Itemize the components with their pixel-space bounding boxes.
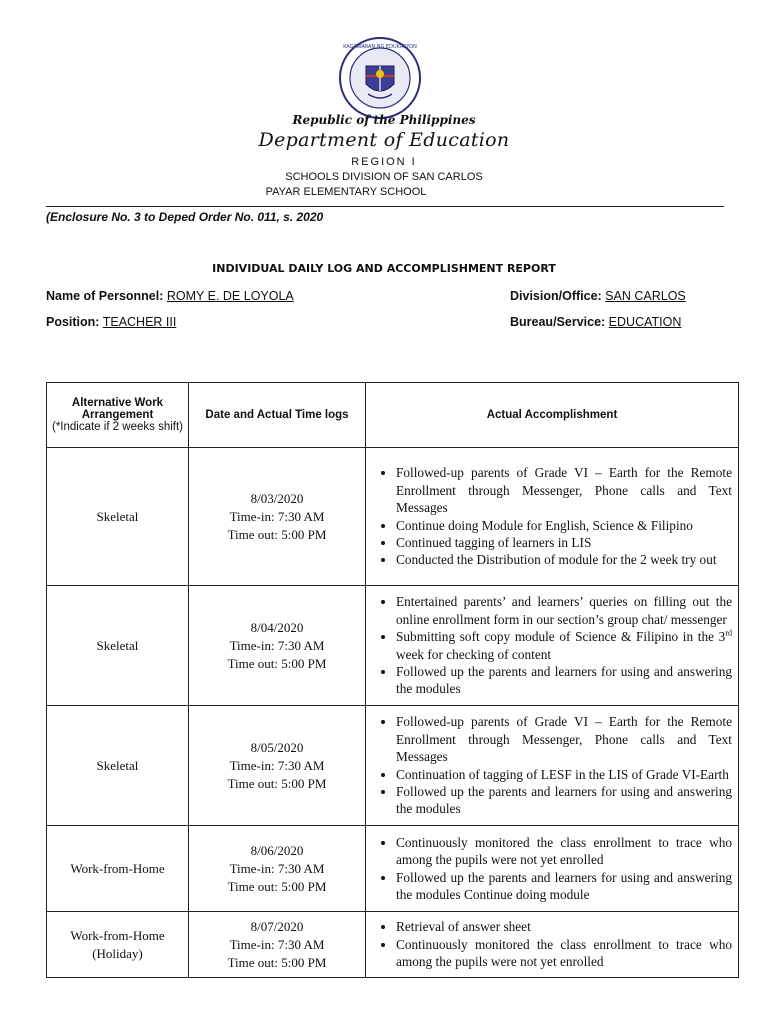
arrangement-cell bbox=[47, 448, 189, 586]
table-row bbox=[47, 586, 739, 706]
position-field bbox=[46, 315, 176, 329]
accomplishment-item: • Entertained parents’ and learners’ queries on filling out the online enrollment form in our section’s group chat/ messenger bbox=[396, 593, 732, 628]
table-row bbox=[47, 706, 739, 826]
enclosure-note: (Enclosure No. 3 to Deped Order No. 011, s. 2020 bbox=[46, 210, 324, 224]
seal-text: KAGAWARAN NG EDUKASYON bbox=[343, 44, 417, 50]
header-divider bbox=[46, 206, 724, 207]
accomplishment-item: • Continuously monitored the class enrollment to trace who among the pupils were not yet enrolled bbox=[396, 936, 732, 971]
accomplishment-list bbox=[366, 593, 732, 697]
col-arrangement-note: (*Indicate if 2 weeks shift) bbox=[51, 421, 184, 433]
position-value: TEACHER III bbox=[102, 315, 177, 329]
region-line: REGION I bbox=[351, 156, 417, 168]
accomplishment-item: • Followed-up parents of Grade VI – Earth for the Remote Enrollment through Messenger, Phone calls and Text Messages bbox=[396, 464, 732, 516]
log-date: 8/03/2020 bbox=[250, 490, 304, 506]
table-row bbox=[47, 826, 739, 912]
division-line: SCHOOLS DIVISION OF SAN CARLOS bbox=[285, 171, 483, 183]
accomplishment-table bbox=[46, 382, 739, 978]
table-row bbox=[47, 448, 739, 586]
accomplishment-item: • Continuation of tagging of LESF in the LIS of Grade VI-Earth bbox=[396, 766, 732, 783]
name-value: ROMY E. DE LOYOLA bbox=[166, 289, 294, 303]
accomplishment-cell bbox=[366, 586, 739, 706]
time-in: Time-in: 7:30 AM bbox=[229, 508, 325, 524]
arrangement-text: Work-from-Home bbox=[70, 927, 165, 943]
time-out: Time out: 5:00 PM bbox=[227, 526, 327, 542]
arrangement-cell bbox=[47, 912, 189, 978]
time-out: Time out: 5:00 PM bbox=[227, 878, 327, 894]
division-value: SAN CARLOS bbox=[605, 289, 686, 303]
accomplishment-list bbox=[366, 464, 732, 568]
accomplishment-item: • Continuously monitored the class enrollment to trace who among the pupils were not yet enrolled bbox=[396, 834, 732, 869]
accomplishment-cell bbox=[366, 448, 739, 586]
deped-seal-icon bbox=[338, 36, 422, 120]
position-label: Position: bbox=[46, 315, 100, 329]
time-out: Time out: 5:00 PM bbox=[227, 775, 327, 791]
time-out: Time out: 5:00 PM bbox=[227, 954, 327, 970]
bureau-label: Bureau/Service: bbox=[510, 315, 606, 329]
accomplishment-item: • Continue doing Module for English, Science & Filipino bbox=[396, 517, 732, 534]
time-in: Time-in: 7:30 AM bbox=[229, 860, 325, 876]
arrangement-note: (Holiday) bbox=[92, 945, 143, 961]
accomplishment-cell bbox=[366, 826, 739, 912]
log-date: 8/06/2020 bbox=[250, 842, 304, 858]
accomplishment-item: • Followed up the parents and learners for using and answering the modules Continue doing module bbox=[396, 869, 732, 904]
time-in: Time-in: 7:30 AM bbox=[229, 637, 325, 653]
col-date-header: Date and Actual Time logs bbox=[189, 383, 366, 448]
accomplishment-list bbox=[366, 834, 732, 904]
arrangement-cell bbox=[47, 706, 189, 826]
division-field bbox=[510, 289, 686, 303]
accomplishment-item: • Continued tagging of learners in LIS bbox=[396, 534, 732, 551]
accomplishment-cell bbox=[366, 912, 739, 978]
arrangement-text: Work-from-Home bbox=[70, 860, 165, 876]
accomplishment-item: • Followed-up parents of Grade VI – Earth for the Remote Enrollment through Messenger, Phone calls and Text Messages bbox=[396, 713, 732, 765]
accomplishment-item: • Submitting soft copy module of Science & Filipino in the 3rd week for checking of content bbox=[396, 628, 732, 663]
col-accomplishment-header: Actual Accomplishment bbox=[366, 383, 739, 448]
col-arrangement-title: Alternative Work Arrangement bbox=[71, 397, 164, 421]
arrangement-cell bbox=[47, 826, 189, 912]
accomplishment-item: • Retrieval of answer sheet bbox=[396, 918, 732, 935]
school-line: PAYAR ELEMENTARY SCHOOL bbox=[265, 186, 427, 198]
report-title: INDIVIDUAL DAILY LOG AND ACCOMPLISHMENT REPORT bbox=[212, 262, 556, 275]
accomplishment-list bbox=[366, 918, 732, 970]
accomplishment-item: • Conducted the Distribution of module for the 2 week try out bbox=[396, 551, 732, 568]
bureau-value: EDUCATION bbox=[608, 315, 682, 329]
col-arrangement-header bbox=[47, 383, 189, 448]
arrangement-text: Skeletal bbox=[96, 637, 139, 653]
time-in: Time-in: 7:30 AM bbox=[229, 757, 325, 773]
bureau-field bbox=[510, 315, 681, 329]
arrangement-cell bbox=[47, 586, 189, 706]
date-cell bbox=[189, 912, 366, 978]
accomplishment-item: • Followed up the parents and learners for using and answering the modules bbox=[396, 663, 732, 698]
accomplishment-item: • Followed up the parents and learners for using and answering the modules bbox=[396, 783, 732, 818]
arrangement-text: Skeletal bbox=[96, 757, 139, 773]
table-row bbox=[47, 912, 739, 978]
arrangement-text: Skeletal bbox=[96, 508, 139, 524]
name-field bbox=[46, 289, 294, 303]
division-label: Division/Office: bbox=[510, 289, 602, 303]
log-date: 8/05/2020 bbox=[250, 739, 304, 755]
log-date: 8/07/2020 bbox=[250, 918, 304, 934]
date-cell bbox=[189, 706, 366, 826]
date-cell bbox=[189, 448, 366, 586]
time-out: Time out: 5:00 PM bbox=[227, 655, 327, 671]
date-cell bbox=[189, 826, 366, 912]
republic-line: Republic of the Philippines bbox=[292, 113, 476, 127]
department-name: Department of Education bbox=[258, 129, 510, 151]
log-date: 8/04/2020 bbox=[250, 619, 304, 635]
time-in: Time-in: 7:30 AM bbox=[229, 936, 325, 952]
table-header-row bbox=[47, 383, 739, 448]
date-cell bbox=[189, 586, 366, 706]
accomplishment-cell bbox=[366, 706, 739, 826]
accomplishment-list bbox=[366, 713, 732, 817]
name-label: Name of Personnel: bbox=[46, 289, 164, 303]
